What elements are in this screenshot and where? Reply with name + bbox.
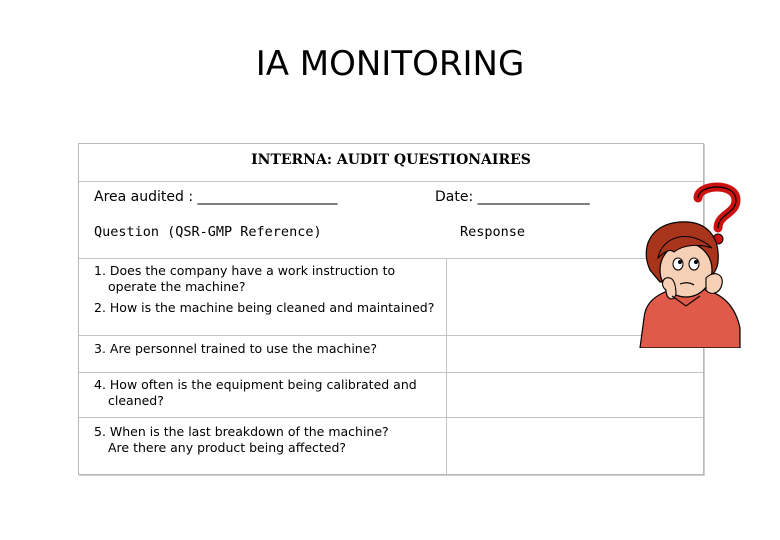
question-5-line2: Are there any product being affected?: [108, 440, 347, 455]
table-row: [79, 295, 703, 335]
question-5-line1: 5. When is the last breakdown of the machine?: [94, 424, 389, 439]
table-row: [79, 372, 703, 418]
question-1: [94, 263, 439, 295]
table-row: [79, 335, 703, 373]
area-audited-field[interactable]: Area audited : ____________________: [94, 189, 338, 205]
audit-questionnaire-table: [78, 143, 704, 475]
question-4-line1: 4. How often is the equipment being calibrated and: [94, 377, 417, 392]
question-column-header: Question (QSR-GMP Reference): [94, 224, 322, 240]
question-2-line1: 2. How is the machine being cleaned and maintained?: [94, 300, 435, 315]
response-column-header: Response: [460, 224, 526, 240]
question-5: [94, 424, 439, 456]
page-title: IA MONITORING: [255, 44, 525, 84]
thinking-person-question-mark-icon: [636, 178, 746, 348]
date-field[interactable]: Date: ________________: [435, 189, 590, 205]
question-4: [94, 377, 439, 409]
question-1-line1: 1. Does the company have a work instruction to: [94, 263, 396, 278]
question-4-line2: cleaned?: [108, 393, 164, 408]
questionnaire-heading: INTERNA: AUDIT QUESTIONAIRES: [251, 152, 531, 168]
info-row: [79, 181, 703, 259]
question-1-line2: operate the machine?: [108, 279, 246, 294]
table-row: [79, 417, 703, 475]
header-row: [79, 144, 703, 181]
question-3: [94, 341, 439, 357]
question-2: [94, 300, 439, 316]
question-3-line1: 3. Are personnel trained to use the machine?: [94, 341, 378, 356]
